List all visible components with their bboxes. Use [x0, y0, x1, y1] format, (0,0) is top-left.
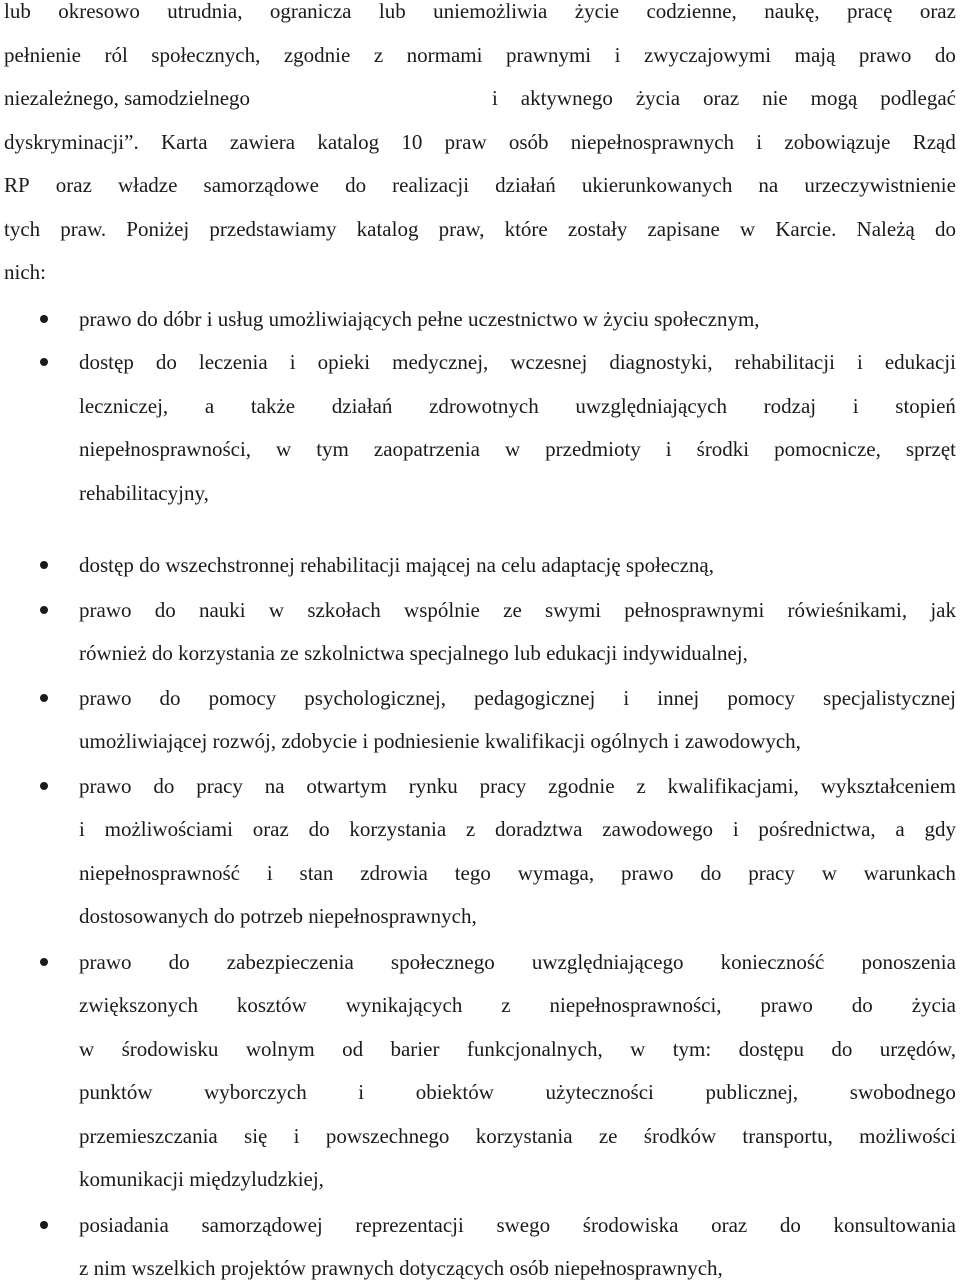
word: w — [630, 1037, 646, 1061]
word: zgodnie — [548, 774, 615, 798]
word: pracy — [479, 774, 527, 798]
word: w — [268, 598, 285, 622]
word: innej — [657, 686, 700, 710]
word: do — [308, 817, 330, 841]
text-line — [79, 726, 801, 756]
word: kosztów — [236, 993, 307, 1017]
word: funkcjonalnych, — [466, 1037, 603, 1061]
word: ze — [503, 598, 522, 622]
word: a — [895, 817, 905, 841]
word: wspólnie — [404, 598, 480, 622]
bullet-icon — [40, 561, 48, 569]
text-line — [4, 214, 956, 244]
word: działań — [331, 394, 393, 418]
word: do — [700, 861, 722, 885]
word: ukierunkowanych — [581, 173, 733, 197]
text-fragment: dostosowanych do potrzeb niepełnosprawnych, — [79, 904, 477, 928]
word: pedagogicznej — [474, 686, 596, 710]
word: Rząd — [912, 130, 956, 154]
word: Karta — [160, 130, 208, 154]
word: niepełnosprawności, — [79, 437, 252, 461]
justified-line — [79, 1034, 956, 1064]
bullet-icon — [40, 694, 48, 702]
word: do — [345, 173, 367, 197]
word: medycznej, — [392, 350, 489, 374]
word: posiadania — [79, 1213, 169, 1237]
text-fragment: nich: — [4, 260, 46, 284]
justified-line — [492, 83, 956, 113]
word: przemieszczania — [79, 1124, 218, 1148]
word: nie — [762, 86, 788, 110]
word: możliwościami — [104, 817, 233, 841]
text-fragment: z nim wszelkich projektów prawnych dotyczących osób niepełnosprawnych, — [79, 1256, 723, 1280]
word: oraz — [919, 0, 956, 23]
word: pełnosprawnymi — [624, 598, 765, 622]
word: zabezpieczenia — [226, 950, 354, 974]
word: mają — [794, 43, 836, 67]
word: RP — [4, 173, 30, 197]
word: powszechnego — [325, 1124, 450, 1148]
word: urzędów, — [879, 1037, 956, 1061]
word: z — [373, 43, 384, 67]
justified-line — [79, 1077, 956, 1107]
text-line — [4, 40, 956, 70]
justified-line — [4, 40, 956, 70]
word: środowiska — [582, 1213, 679, 1237]
word: prawo — [79, 686, 132, 710]
word: zaopatrzenia — [373, 437, 480, 461]
word: rehabilitacji — [734, 350, 835, 374]
justified-line — [79, 391, 956, 421]
word: społecznego — [390, 950, 495, 974]
word: publicznej, — [705, 1080, 799, 1104]
word: szkołach — [307, 598, 381, 622]
word: sprzęt — [905, 437, 956, 461]
word: życia — [911, 993, 956, 1017]
word: leczenia — [198, 350, 268, 374]
word: jak — [930, 598, 956, 622]
text-line — [79, 947, 956, 977]
word: i — [293, 1124, 300, 1148]
word: niepełnosprawność — [79, 861, 240, 885]
justified-line — [79, 683, 956, 713]
word: opieki — [317, 350, 371, 374]
justified-line — [4, 170, 956, 200]
word: i — [358, 1080, 365, 1104]
word: swymi — [545, 598, 602, 622]
bullet-icon — [40, 782, 48, 790]
word: i — [266, 861, 273, 885]
justified-line — [79, 947, 956, 977]
word: i — [289, 350, 296, 374]
word: swego — [496, 1213, 551, 1237]
text-line — [79, 1210, 956, 1240]
word: i — [756, 130, 763, 154]
word: do — [155, 350, 177, 374]
word: pomocnicze, — [774, 437, 881, 461]
bullet-icon — [40, 606, 48, 614]
bullet-icon — [40, 315, 48, 323]
word: działań — [495, 173, 556, 197]
word: lub — [378, 0, 406, 23]
justified-line — [79, 347, 956, 377]
word: użyteczności — [545, 1080, 654, 1104]
text-fragment: rehabilitacyjny, — [79, 481, 209, 505]
word: i — [856, 350, 863, 374]
word: pracy — [196, 774, 243, 798]
word: do — [934, 43, 956, 67]
word: niepełnosprawności, — [549, 993, 722, 1017]
word: edukacji — [884, 350, 956, 374]
word: konieczność — [720, 950, 825, 974]
word: transportu, — [742, 1124, 833, 1148]
word: mogą — [810, 86, 858, 110]
word: społecznych, — [151, 43, 261, 67]
word: zdrowia — [360, 861, 428, 885]
word: środków — [643, 1124, 717, 1148]
word: oraz — [252, 817, 289, 841]
word: 10 — [401, 130, 423, 154]
word: obiektów — [415, 1080, 494, 1104]
word: tego — [454, 861, 491, 885]
word: tym — [316, 437, 349, 461]
word: stopień — [895, 394, 956, 418]
word: korzystania — [349, 817, 447, 841]
text-line — [4, 83, 250, 113]
word: diagnostyki, — [609, 350, 713, 374]
text-line — [79, 1121, 956, 1151]
justified-line — [79, 814, 956, 844]
word: leczniczej, — [79, 394, 169, 418]
word: pracy — [748, 861, 795, 885]
word: niepełnosprawnych — [570, 130, 735, 154]
text-fragment: niezależnego, samodzielnego — [4, 86, 251, 110]
text-line — [79, 683, 956, 713]
word: samorządowe — [203, 173, 319, 197]
word: pełnienie — [4, 43, 81, 67]
word: ponoszenia — [861, 950, 956, 974]
word: stan — [299, 861, 334, 885]
word: w — [739, 217, 756, 241]
word: tych — [4, 217, 41, 241]
word: nauki — [198, 598, 246, 622]
word: w — [821, 861, 837, 885]
word: rynku — [408, 774, 458, 798]
word: środowisku — [121, 1037, 219, 1061]
word: uwzględniających — [575, 394, 727, 418]
text-line — [79, 814, 956, 844]
word: Należą — [856, 217, 915, 241]
justified-line — [79, 595, 956, 625]
justified-line — [79, 858, 956, 888]
word: zostały — [567, 217, 628, 241]
text-fragment: komunikacji międzyludzkiej, — [79, 1167, 324, 1191]
word: zgodnie — [283, 43, 351, 67]
word: prawo — [79, 950, 132, 974]
word: normami — [406, 43, 483, 67]
word: doradztwa — [495, 817, 583, 841]
word: wyborczych — [204, 1080, 307, 1104]
word: konsultowania — [833, 1213, 956, 1237]
word: się — [244, 1124, 268, 1148]
bullet-icon — [40, 1221, 48, 1229]
word: do — [851, 993, 873, 1017]
word: z — [636, 774, 646, 798]
word: wynikających — [345, 993, 463, 1017]
word: samorządowej — [201, 1213, 323, 1237]
text-line — [79, 771, 956, 801]
word: Karcie. — [775, 217, 837, 241]
word: psychologicznej, — [304, 686, 446, 710]
word: wykształceniem — [820, 774, 956, 798]
word: do — [779, 1213, 801, 1237]
word: dostępu — [738, 1037, 804, 1061]
word: praw, — [438, 217, 485, 241]
word: rodzaj — [763, 394, 817, 418]
justified-line — [79, 434, 956, 464]
word: uwzględniającego — [531, 950, 684, 974]
word: przedstawiamy — [209, 217, 337, 241]
word: oraz — [711, 1213, 748, 1237]
word: barier — [390, 1037, 440, 1061]
text-line — [79, 1034, 956, 1064]
word: prawo — [79, 774, 132, 798]
text-line — [4, 257, 46, 287]
word: a — [204, 394, 215, 418]
word: swobodnego — [849, 1080, 956, 1104]
word: zdrowotnych — [429, 394, 539, 418]
text-line — [79, 347, 956, 377]
word: korzystania — [475, 1124, 573, 1148]
word: do — [154, 598, 176, 622]
text-line — [79, 858, 956, 888]
justified-line — [79, 1121, 956, 1151]
word: zwyczajowymi — [643, 43, 772, 67]
word: uniemożliwia — [433, 0, 548, 23]
text-line — [79, 1077, 956, 1107]
word: dyskryminacji”. — [4, 130, 139, 154]
text-fragment: również do korzystania ze szkolnictwa specjalnego lub edukacji indywidualnej, — [79, 641, 748, 665]
word: katalog — [317, 130, 380, 154]
word: do — [159, 686, 181, 710]
word: prawnymi — [505, 43, 592, 67]
text-line — [79, 550, 714, 580]
text-line — [4, 170, 956, 200]
justified-line — [4, 0, 956, 26]
word: warunkach — [863, 861, 956, 885]
word: ogranicza — [269, 0, 352, 23]
justified-line — [79, 1210, 956, 1240]
word: tym: — [672, 1037, 712, 1061]
word: podlegać — [880, 86, 956, 110]
text-line — [79, 434, 956, 464]
text-line — [4, 0, 956, 26]
word: przedmioty — [545, 437, 641, 461]
word: lub — [4, 0, 31, 23]
word: kwalifikacjami, — [667, 774, 799, 798]
word: rówieśnikami, — [787, 598, 908, 622]
word: pomocy — [208, 686, 277, 710]
word: z — [501, 993, 511, 1017]
word: i — [492, 86, 498, 110]
word: zapisane — [647, 217, 720, 241]
word: prawo — [760, 993, 813, 1017]
text-line — [79, 304, 760, 334]
text-fragment: prawo do dóbr i usług umożliwiających pełne uczestnictwo w życiu społecznym, — [79, 307, 760, 331]
word: katalog — [356, 217, 419, 241]
word: na — [758, 173, 779, 197]
word: zwiększonych — [79, 993, 198, 1017]
word: i — [665, 437, 672, 461]
word: punktów — [79, 1080, 153, 1104]
text-line — [79, 478, 209, 508]
word: wolnym — [245, 1037, 315, 1061]
word: możliwości — [859, 1124, 956, 1148]
justified-line — [79, 771, 956, 801]
word: do — [168, 950, 190, 974]
word: ról — [104, 43, 128, 67]
word: i — [79, 817, 85, 841]
word: które — [504, 217, 548, 241]
word: reprezentacji — [355, 1213, 464, 1237]
word: także — [250, 394, 296, 418]
text-line — [79, 595, 956, 625]
word: w — [79, 1037, 95, 1061]
word: i — [623, 686, 630, 710]
word: zawiera — [229, 130, 296, 154]
justified-line — [79, 990, 956, 1020]
word: okresowo — [58, 0, 140, 23]
text-line — [79, 391, 956, 421]
word: na — [264, 774, 285, 798]
bullet-icon — [40, 958, 48, 966]
word: zobowiązuje — [784, 130, 891, 154]
word: naukę, — [764, 0, 820, 23]
justified-line — [4, 214, 956, 244]
word: realizacji — [392, 173, 470, 197]
text-line — [79, 638, 748, 668]
word: oraz — [703, 86, 740, 110]
text-line — [79, 1164, 324, 1194]
word: aktywnego — [520, 86, 613, 110]
word: do — [934, 217, 956, 241]
text-fragment: dostęp do wszechstronnej rehabilitacji mającej na celu adaptację społeczną, — [79, 553, 714, 577]
word: w — [276, 437, 292, 461]
word: prawo — [858, 43, 912, 67]
word: do — [153, 774, 175, 798]
word: praw. — [60, 217, 107, 241]
text-line — [79, 901, 477, 931]
word: w — [504, 437, 521, 461]
word: wczesnej — [510, 350, 588, 374]
text-line — [79, 1253, 723, 1283]
justified-line — [4, 127, 956, 157]
word: do — [831, 1037, 853, 1061]
word: i — [732, 817, 739, 841]
word: praw — [444, 130, 487, 154]
word: prawo — [79, 598, 132, 622]
word: z — [465, 817, 476, 841]
word: gdy — [924, 817, 956, 841]
word: utrudnia, — [167, 0, 243, 23]
text-line — [4, 127, 956, 157]
word: Poniżej — [126, 217, 190, 241]
word: i — [614, 43, 621, 67]
word: otwartym — [306, 774, 387, 798]
word: ze — [598, 1124, 618, 1148]
word: życie — [574, 0, 620, 23]
word: i — [852, 394, 859, 418]
word: osób — [508, 130, 549, 154]
word: pomocy — [727, 686, 795, 710]
word: pracę — [846, 0, 893, 23]
word: wymaga, — [517, 861, 595, 885]
word: życia — [635, 86, 681, 110]
word: władze — [117, 173, 178, 197]
word: dostęp — [79, 350, 134, 374]
word: pośrednictwa, — [758, 817, 876, 841]
text-line — [79, 990, 956, 1020]
word: prawo — [621, 861, 674, 885]
text-line — [492, 83, 956, 113]
word: codzienne, — [646, 0, 737, 23]
word: środki — [696, 437, 750, 461]
text-fragment: umożliwiającej rozwój, zdobycie i podniesienie kwalifikacji ogólnych i zawodowych, — [79, 729, 801, 753]
word: specjalistycznej — [823, 686, 956, 710]
word: urzeczywistnienie — [804, 173, 956, 197]
word: oraz — [55, 173, 92, 197]
word: od — [342, 1037, 364, 1061]
bullet-icon — [40, 358, 48, 366]
word: zawodowego — [602, 817, 714, 841]
